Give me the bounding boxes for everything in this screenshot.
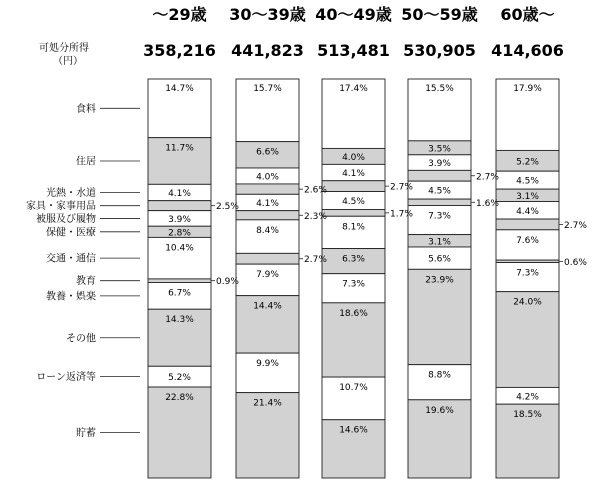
segment-value-label: 10.7% <box>339 383 368 394</box>
segment-value-label: 1.7% <box>390 209 413 220</box>
segment-value-label: 2.7% <box>476 172 499 183</box>
segment-value-label: 24.0% <box>513 297 542 308</box>
segment-value-label: 7.3% <box>342 279 365 290</box>
segment-value-label: 9.9% <box>256 359 279 370</box>
bar-segment <box>148 279 211 283</box>
segment-value-label: 22.8% <box>165 393 194 404</box>
segment-value-label: 14.7% <box>165 84 194 94</box>
segment-value-label: 18.5% <box>513 410 542 421</box>
segment-value-label: 8.1% <box>342 222 365 233</box>
segment-value-label: 17.4% <box>339 84 368 94</box>
segment-value-label: 4.4% <box>516 206 539 217</box>
segment-value-label: 5.2% <box>516 157 539 168</box>
category-label: 教育 <box>76 276 96 288</box>
segment-value-label: 3.1% <box>428 237 451 248</box>
segment-value-label: 7.6% <box>516 235 539 246</box>
disposable-income-value: 441,823 <box>231 41 304 60</box>
disposable-income-value: 513,481 <box>317 41 390 60</box>
segment-value-label: 15.7% <box>253 84 282 94</box>
bar-segment <box>496 219 559 230</box>
bar-segment <box>322 181 385 192</box>
bar-segment <box>236 184 299 194</box>
segment-value-label: 4.0% <box>256 172 279 183</box>
segment-value-label: 2.7% <box>304 255 327 266</box>
category-label: 家具・家事用品 <box>26 201 96 213</box>
segment-value-label: 2.3% <box>304 211 327 222</box>
category-label: 光熱・水道 <box>46 188 96 200</box>
category-label: 交通・通信 <box>46 253 96 265</box>
income-header-unit: （円） <box>53 56 83 67</box>
bar-segment <box>236 253 299 264</box>
segment-value-label: 4.5% <box>342 196 365 207</box>
bar-segment <box>236 211 299 220</box>
segment-value-label: 3.1% <box>516 191 539 202</box>
segment-value-label: 2.7% <box>390 182 413 193</box>
category-label: 食料 <box>76 103 96 115</box>
segment-value-label: 21.4% <box>253 398 282 409</box>
bar-segment <box>408 170 471 181</box>
segment-value-label: 2.7% <box>564 220 587 231</box>
segment-value-label: 6.3% <box>342 254 365 265</box>
segment-value-label: 7.3% <box>428 211 451 222</box>
segment-value-label: 3.9% <box>428 159 451 170</box>
segment-value-label: 18.6% <box>339 308 368 319</box>
category-label: 被服及び履物 <box>36 213 96 225</box>
category-label: 教養・娯楽 <box>46 291 96 303</box>
disposable-income-value: 414,606 <box>491 41 564 60</box>
segment-value-label: 19.6% <box>425 405 454 416</box>
segment-value-label: 3.5% <box>428 144 451 155</box>
segment-value-label: 0.9% <box>216 277 239 288</box>
segment-value-label: 5.6% <box>428 254 451 265</box>
segment-value-label: 1.6% <box>476 198 499 209</box>
segment-value-label: 7.9% <box>256 270 279 281</box>
segment-value-label: 14.4% <box>253 301 282 312</box>
segment-value-label: 6.7% <box>168 288 191 299</box>
category-label: ローン返済等 <box>36 372 96 384</box>
income-header-label: 可処分所得 <box>39 43 89 54</box>
segment-value-label: 8.8% <box>428 370 451 381</box>
age-group-header: 50〜59歳 <box>401 5 478 24</box>
segment-value-label: 2.6% <box>304 185 327 196</box>
category-label: 貯蓄 <box>76 428 96 440</box>
segment-value-label: 4.5% <box>516 176 539 187</box>
age-group-header: 60歳〜 <box>500 5 555 24</box>
age-group-header: 〜29歳 <box>152 5 207 24</box>
segment-value-label: 5.2% <box>168 373 191 384</box>
category-label: その他 <box>66 333 96 345</box>
bar-segment <box>322 216 385 248</box>
segment-value-label: 4.5% <box>428 186 451 197</box>
category-label: 保健・医療 <box>46 227 96 239</box>
segment-value-label: 11.7% <box>165 143 194 154</box>
bar-segment <box>322 209 385 216</box>
segment-value-label: 4.1% <box>168 189 191 200</box>
segment-value-label: 14.3% <box>165 315 194 326</box>
segment-value-label: 4.1% <box>342 169 365 180</box>
segment-value-label: 6.6% <box>256 147 279 158</box>
segment-value-label: 14.6% <box>339 425 368 436</box>
age-group-header: 30〜39歳 <box>229 5 306 24</box>
bar-segment <box>408 199 471 205</box>
segment-value-label: 2.5% <box>216 202 239 213</box>
segment-value-label: 2.8% <box>168 228 191 239</box>
category-label: 住居 <box>76 156 96 168</box>
disposable-income-value: 358,216 <box>143 41 216 60</box>
age-group-header: 40〜49歳 <box>315 5 392 24</box>
segment-value-label: 3.9% <box>168 214 191 225</box>
segment-value-label: 0.6% <box>564 257 587 268</box>
segment-value-label: 8.4% <box>256 225 279 236</box>
disposable-income-value: 530,905 <box>403 41 476 60</box>
segment-value-label: 15.5% <box>425 84 454 94</box>
segment-value-label: 10.4% <box>165 243 194 254</box>
segment-value-label: 4.2% <box>516 392 539 403</box>
segment-value-label: 7.3% <box>516 268 539 279</box>
segment-value-label: 4.0% <box>342 152 365 163</box>
segment-value-label: 23.9% <box>425 275 454 286</box>
segment-value-label: 4.1% <box>256 198 279 209</box>
bar-segment <box>148 201 211 211</box>
segment-value-label: 17.9% <box>513 84 542 94</box>
